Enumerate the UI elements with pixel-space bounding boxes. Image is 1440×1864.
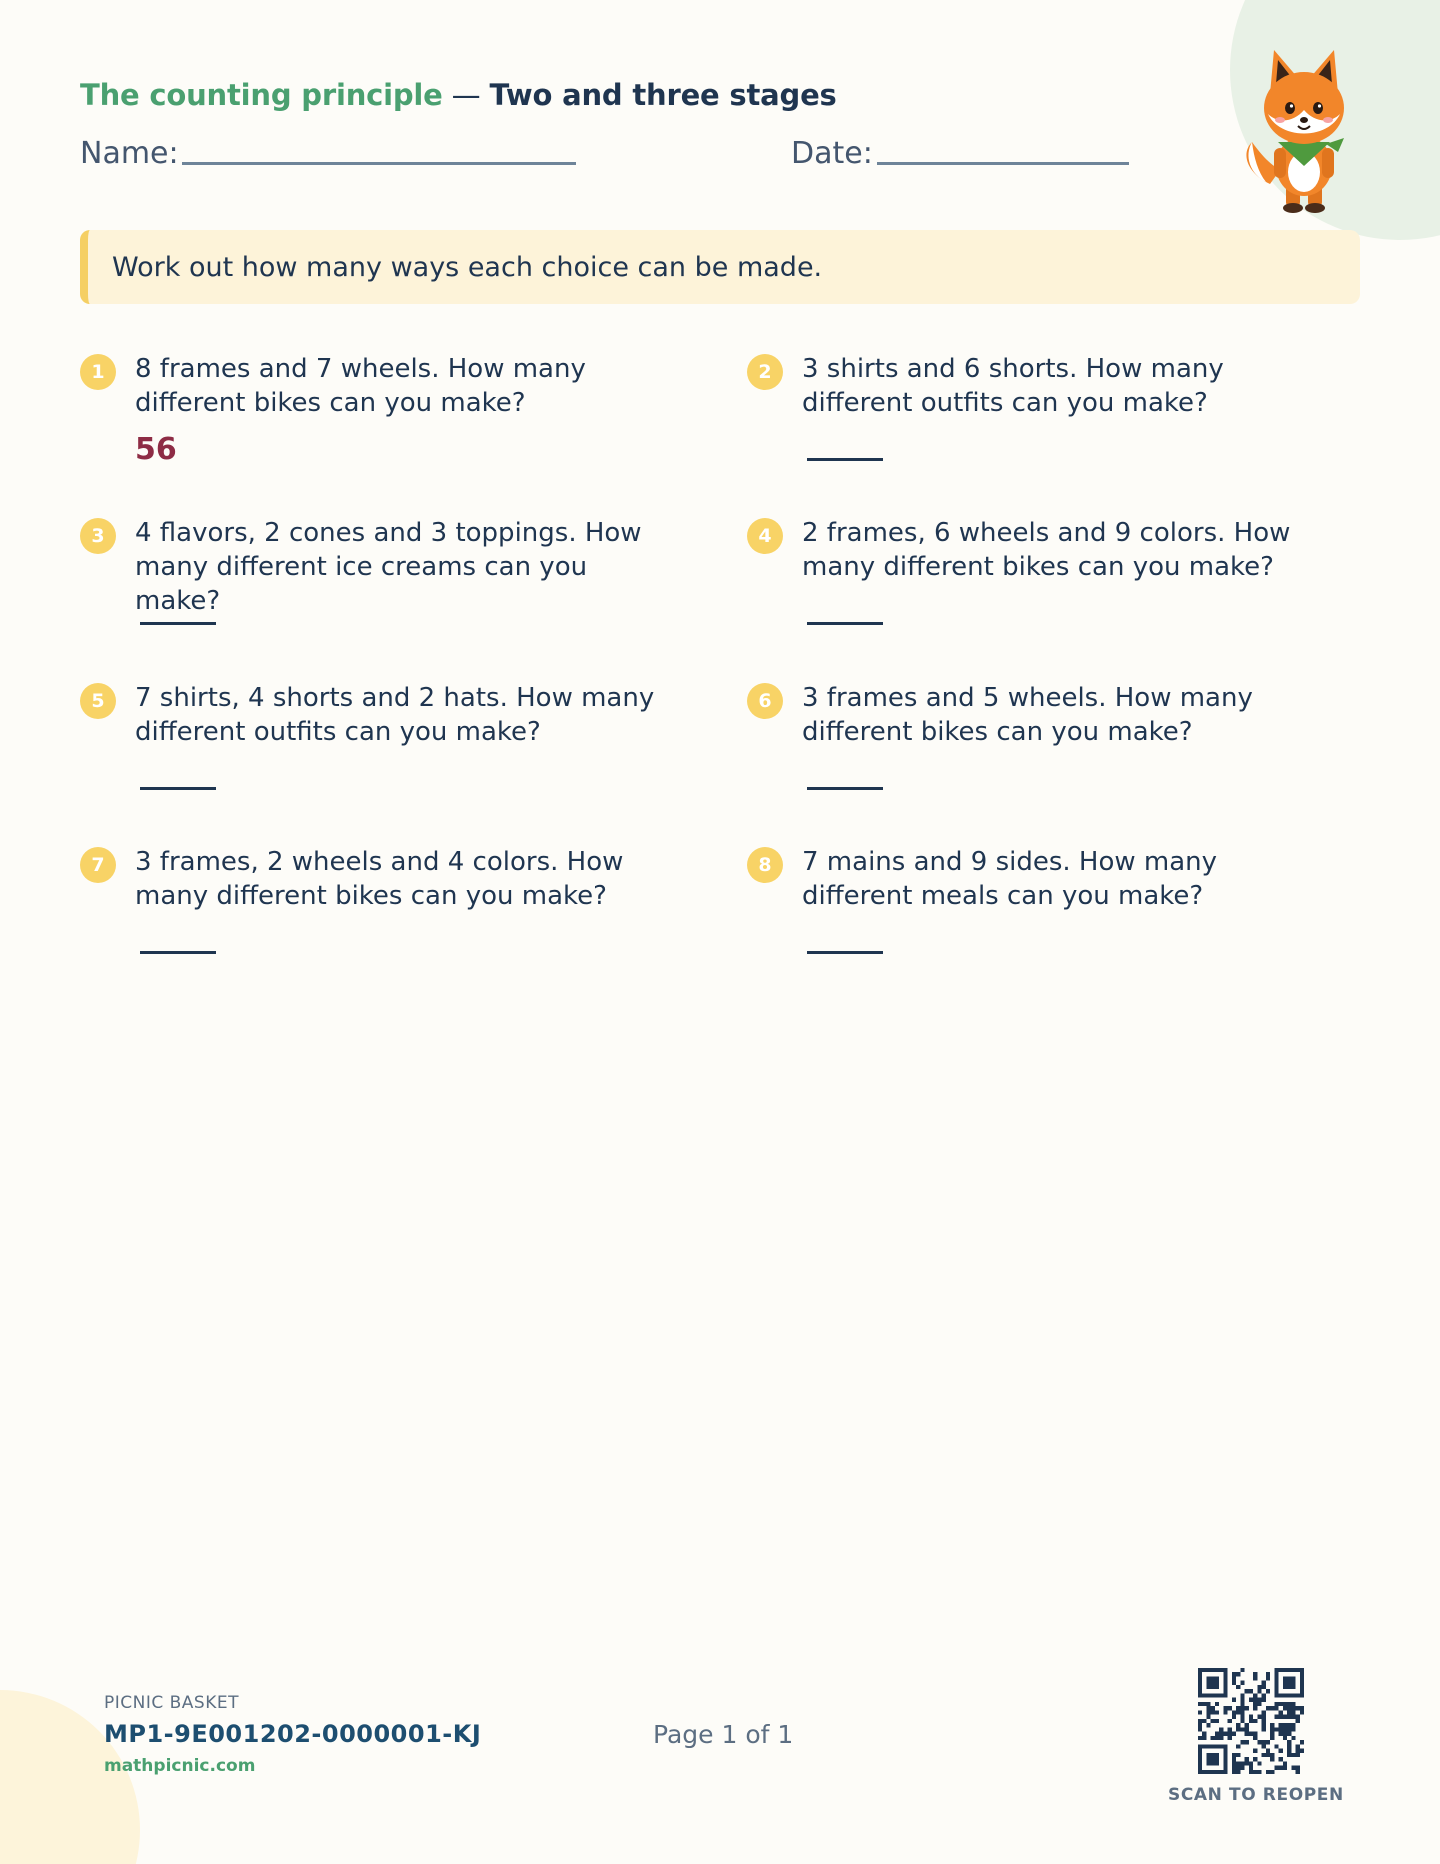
- page-number: Page 1 of 1: [653, 1720, 794, 1749]
- answer-blank[interactable]: [140, 787, 216, 790]
- problem-number-badge: 1: [80, 354, 116, 390]
- instructions-text: Work out how many ways each choice can be made.: [112, 251, 823, 283]
- title-subtitle: Two and three stages: [489, 78, 837, 112]
- title-dash: —: [442, 78, 490, 112]
- answer-blank[interactable]: [807, 787, 883, 790]
- problem-question: 7 shirts, 4 shorts and 2 hats. How many different outfits can you make?: [135, 683, 655, 747]
- footer-brand: PICNIC BASKET: [104, 1693, 239, 1713]
- name-field[interactable]: [80, 136, 179, 171]
- problem-question: 7 mains and 9 sides. How many different meals can you make?: [802, 847, 1218, 911]
- problem-number-badge: 4: [747, 518, 783, 554]
- problem-number-badge: 3: [80, 518, 116, 554]
- problem-question: 2 frames, 6 wheels and 9 colors. How many different bikes can you make?: [802, 518, 1291, 582]
- problem-question: 8 frames and 7 wheels. How many different bikes can you make?: [135, 354, 586, 418]
- page-title: [80, 78, 837, 112]
- footer-code: MP1-9E001202-0000001-KJ: [104, 1720, 482, 1748]
- qr-code-icon[interactable]: [1198, 1668, 1304, 1774]
- answer-blank[interactable]: [807, 622, 883, 625]
- name-label: Name:: [80, 136, 179, 171]
- instructions-banner: [80, 230, 1360, 304]
- problem-number-badge: 5: [80, 683, 116, 719]
- date-label: Date:: [791, 136, 873, 171]
- problem-question: 3 shirts and 6 shorts. How many different outfits can you make?: [802, 354, 1224, 418]
- problem-number-badge: 6: [747, 683, 783, 719]
- date-field[interactable]: [791, 136, 873, 171]
- problem-question: 3 frames, 2 wheels and 4 colors. How many different bikes can you make?: [135, 847, 624, 911]
- problem-question: 4 flavors, 2 cones and 3 toppings. How many different ice creams can you make?: [135, 518, 642, 616]
- scan-label: SCAN TO REOPEN: [1168, 1785, 1344, 1805]
- date-line: [877, 162, 1129, 165]
- corner-decoration-bottom: [0, 1690, 140, 1864]
- answer-blank[interactable]: [807, 951, 883, 954]
- problem-answer: 56: [135, 432, 177, 467]
- problem-number-badge: 7: [80, 847, 116, 883]
- footer-site-link[interactable]: mathpicnic.com: [104, 1756, 256, 1776]
- fox-mascot-icon: [1240, 44, 1368, 216]
- problem-number-badge: 8: [747, 847, 783, 883]
- answer-blank[interactable]: [140, 951, 216, 954]
- answer-blank[interactable]: [140, 622, 216, 625]
- problem-number-badge: 2: [747, 354, 783, 390]
- title-main: The counting principle: [80, 78, 443, 112]
- answer-blank[interactable]: [807, 458, 883, 461]
- problem-question: 3 frames and 5 wheels. How many different bikes can you make?: [802, 683, 1253, 747]
- name-line: [182, 162, 576, 165]
